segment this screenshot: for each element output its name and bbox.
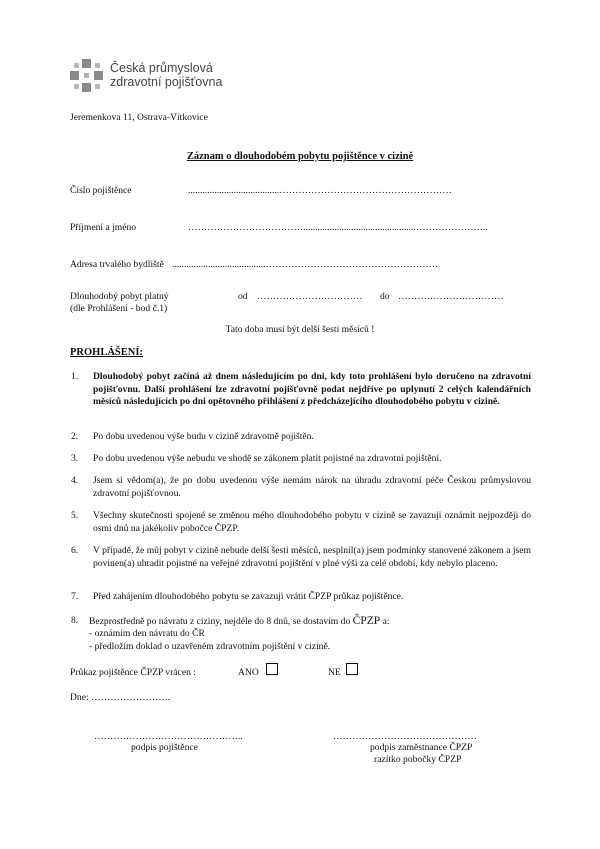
to-label: do bbox=[380, 291, 390, 302]
yes-label: ANO bbox=[238, 667, 259, 678]
from-label: od bbox=[238, 291, 248, 302]
item-number: 5. bbox=[71, 510, 79, 521]
item-number: 8. bbox=[71, 615, 79, 626]
item-number: 2. bbox=[71, 431, 79, 442]
item-text: Po dobu uvedenou výše nebudu ve shodě se zákonem platit pojistné na zdravotní pojištění. bbox=[93, 453, 442, 464]
item-text-b: a: bbox=[380, 616, 390, 627]
logo bbox=[70, 56, 223, 96]
card-return-label: Průkaz pojištěnce ČPZP vrácen : bbox=[70, 667, 196, 678]
item-text: Všechny skutečnosti spojené se změnou mého dlouhodobého pobytu v cizině se zavazuji oznámit nejpozději do osmi dnů na jakékoliv pobočce ČPZP. bbox=[93, 510, 531, 534]
cpzp-logo-icon bbox=[70, 59, 104, 93]
address-label: Adresa trvalého bydliště bbox=[70, 259, 164, 270]
insured-number-field[interactable]: ......................................……………………………………………… bbox=[188, 185, 452, 196]
item-text: Jsem si vědom(a), že po dobu uvedenou výše nemám nárok na úhradu zdravotní péče Českou průmyslovou zdravotní pojišťovnou. bbox=[93, 475, 531, 499]
stay-sublabel: (dle Prohlášení - bod č.1) bbox=[70, 303, 168, 314]
item-text: Dlouhodobý pobyt začíná až dnem následujícím po dni, kdy toto prohlášení bylo doručeno na zdravotní pojišťovnu. Další prohlášení lze zdravotní pojišťovně podat nejdříve po uplynutí 2 celých kalendářních měsíců následujících po dni opětovného přihlášení z předcházejícího dlouhodobého pobytu v cizině. bbox=[93, 371, 531, 407]
item-text: Po dobu uvedenou výše budu v cizině zdravotně pojištěn. bbox=[93, 431, 314, 442]
yes-checkbox[interactable] bbox=[266, 663, 278, 675]
address-field[interactable]: .......................................……………………………………………… bbox=[172, 259, 439, 270]
address: Jeremenkova 11, Ostrava-Vítkovice bbox=[70, 112, 208, 123]
signature-label-insured: podpis pojištěnce bbox=[131, 742, 198, 753]
signature-label-employee: podpis zaměstnance ČPZP bbox=[370, 742, 473, 753]
item-number: 3. bbox=[71, 453, 79, 464]
item-text: Před zahájením dlouhodobého pobytu se zavazuji vrátit ČPZP průkaz pojištěnce. bbox=[93, 591, 404, 602]
stamp-label: razítko pobočky ČPZP bbox=[374, 754, 462, 765]
declaration-heading: PROHLÁŠENÍ: bbox=[70, 347, 143, 358]
declaration-item-3 bbox=[71, 453, 531, 466]
name-label: Příjmení a jméno bbox=[70, 222, 137, 233]
item-text-a: Bezprostředně po návratu z ciziny, nejdéle do 8 dnů, se dostavím do bbox=[89, 616, 353, 627]
item-text: V případě, že můj pobyt v cizině nebude delší šesti měsíců, nesplnil(a) jsem podmínky stanovené zákonem a jsem povinen(a) uhradit pojistné na veřejné zdravotní pojištění v plné výši za celé období, kdy nebylo placeno. bbox=[93, 545, 531, 569]
signature-line-employee[interactable]: ……………………………………… bbox=[333, 731, 477, 742]
stay-label: Dlouhodobý pobyt platný bbox=[70, 291, 169, 302]
item-text-cpzp: ČPZP bbox=[352, 615, 381, 627]
item-sub-1: - oznámím den návratu do ČR bbox=[89, 628, 205, 639]
stay-note: Tato doba musí být delší šesti měsíců ! bbox=[225, 324, 375, 335]
item-sub-2: - předložím doklad o uzavřeném zdravotním pojištění v cizině. bbox=[89, 641, 331, 652]
item-number: 4. bbox=[71, 475, 79, 486]
declaration-item-5 bbox=[71, 510, 531, 536]
insured-number-label: Číslo pojištěnce bbox=[70, 185, 132, 196]
page-title: Záznam o dlouhodobém pobytu pojištěnce v cizině bbox=[186, 151, 414, 162]
declaration-item-7 bbox=[71, 591, 531, 604]
from-field[interactable]: …………………………… bbox=[257, 291, 363, 302]
declaration-item-1 bbox=[71, 371, 531, 423]
logo-line-2: zdravotní pojišťovna bbox=[110, 75, 223, 89]
date-field[interactable]: Dne: ……………………. bbox=[70, 692, 171, 703]
declaration-item-8 bbox=[71, 615, 531, 655]
item-number: 1. bbox=[71, 371, 79, 382]
declaration-item-4 bbox=[71, 475, 531, 501]
to-field[interactable]: …………………………… bbox=[398, 291, 504, 302]
name-field[interactable]: ………………………………...............................................………………….. bbox=[188, 222, 488, 233]
declaration-item-6 bbox=[71, 545, 531, 584]
no-checkbox[interactable] bbox=[346, 663, 358, 675]
signature-line-insured[interactable]: ……………………………………….. bbox=[94, 731, 243, 742]
item-number: 6. bbox=[71, 545, 79, 556]
no-label: NE bbox=[328, 667, 341, 678]
declaration-item-2 bbox=[71, 431, 531, 444]
logo-line-1: Česká průmyslová bbox=[110, 61, 213, 75]
item-number: 7. bbox=[71, 591, 79, 602]
